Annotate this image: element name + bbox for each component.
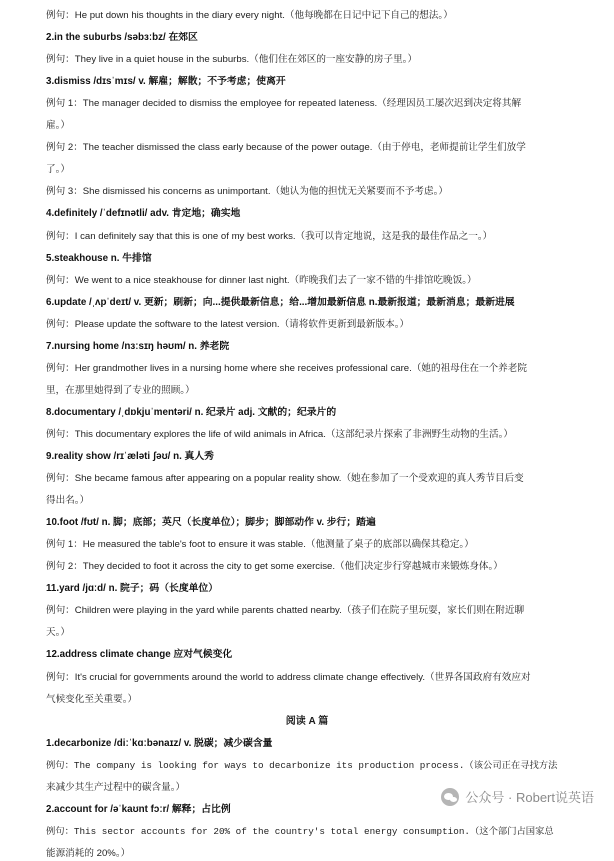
example-sentence: 例句：They live in a quiet house in the suburbs.（他们住在郊区的一座安静的房子里。） (46, 54, 418, 66)
section-title: 阅读 A 篇 (285, 715, 329, 727)
vocab-heading: 3.dismiss /dɪsˈmɪs/ v. 解雇；解散；不予考虑；使离开 (46, 76, 286, 88)
example-sentence: 例句：He put down his thoughts in the diary every night.（他每晚都在日记中记下自己的想法。） (46, 10, 453, 21)
example-sentence: 例句：This sector accounts for 20% of the country's total energy consumption.（这个部门占国家总 (46, 825, 554, 837)
vocab-heading: 5.steakhouse n. 牛排馆 (46, 252, 152, 264)
example-sentence: 例句：Please update the software to the latest version.（请将软件更新到最新版本。） (46, 318, 410, 330)
example-sentence: 例句：Her grandmother lives in a nursing home where she receives professional care.（她的祖母住在一个养老院 (46, 362, 527, 374)
example-sentence: 能源消耗的 20%。） (46, 847, 131, 859)
example-sentence: 里，在那里她得到了专业的照顾。） (46, 384, 195, 396)
watermark-text: 公众号 · Robert说英语 (465, 790, 594, 805)
example-sentence: 例句 3：She dismissed his concerns as unimportant.（她认为他的担忧无关紧要而不予考虑。） (46, 186, 448, 198)
example-sentence: 雇。） (46, 120, 70, 132)
vocab-heading: 9.reality show /rɪˈæləti ʃəʊ/ n. 真人秀 (46, 451, 214, 462)
example-sentence: 例句：I can definitely say that this is one of my best works.（我可以肯定地说，这是我的最佳作品之一。） (46, 230, 493, 242)
example-sentence: 例句：This documentary explores the life of wild animals in Africa.（这部纪录片探索了非洲野生动物的生活。） (46, 428, 514, 440)
example-sentence: 例句：We went to a nice steakhouse for dinner last night.（昨晚我们去了一家不错的牛排馆吃晚饭。） (46, 274, 477, 286)
example-sentence: 例句 1：The manager decided to dismiss the employee for repeated lateness.（经理因员工屡次迟到决定将其解 (46, 98, 522, 110)
example-sentence: 来减少其生产过程中的碳含量。） (46, 781, 186, 793)
vocab-heading: 8.documentary /ˌdɒkjuˈmentəri/ n. 纪录片 adj. 文献的；纪录片的 (46, 406, 337, 418)
vocab-heading: 7.nursing home /nɜːsɪŋ həʊm/ n. 养老院 (46, 340, 230, 352)
example-sentence: 例句 1：He measured the table's foot to ensure it was stable.（他测量了桌子的底部以确保其稳定。） (46, 539, 474, 551)
vocab-heading: 10.foot /fʊt/ n. 脚；底部；英尺（长度单位）；脚步；脚部动作 v. 步行；踏遍 (46, 517, 376, 529)
example-sentence: 例句：Children were playing in the yard while parents chatted nearby.（孩子们在院子里玩耍，家长们则在附近聊 (46, 605, 525, 617)
example-sentence: 气候变化至关重要。） (46, 693, 138, 705)
vocab-heading: 6.update /ˌʌpˈdeɪt/ v. 更新；刷新；向...提供最新信息；给...增加最新信息 n.最新报道；最新消息；最新进展 (46, 296, 515, 308)
example-sentence: 天。） (46, 627, 70, 639)
wechat-icon (441, 788, 459, 806)
example-sentence: 例句：The company is looking for ways to decarbonize its production process.（该公司正在寻找方法 (46, 759, 558, 771)
example-sentence: 例句 2：They decided to foot it across the city to get some exercise.（他们决定步行穿越城市来锻炼身体。） (46, 561, 503, 573)
vocab-heading: 4.definitely /ˈdefɪnətli/ adv. 肯定地；确实地 (46, 208, 241, 220)
example-sentence: 了。） (46, 164, 70, 176)
watermark (441, 787, 594, 806)
vocab-heading: 12.address climate change 应对气候变化 (46, 649, 233, 661)
vocab-heading: 2.account for /əˈkaʊnt fɔːr/ 解释；占比例 (46, 803, 231, 815)
example-sentence: 例句：She became famous after appearing on a popular reality show.（她在参加了一个受欢迎的真人秀节目后变 (46, 473, 524, 485)
vocab-heading: 1.decarbonize /diːˈkɑːbənaɪz/ v. 脱碳；减少碳含量 (46, 737, 273, 749)
example-sentence: 例句：It's crucial for governments around the world to address climate change effectively.（世界各国政府有效应对 (46, 671, 531, 683)
example-sentence: 得出名。） (46, 495, 90, 507)
example-sentence: 例句 2：The teacher dismissed the class early because of the power outage.（由于停电，老师提前让学生们放学 (46, 142, 526, 154)
vocab-heading: 11.yard /jɑːd/ n. 院子；码（长度单位） (46, 583, 219, 595)
vocab-heading: 2.in the suburbs /səbɜːbz/ 在郊区 (46, 32, 198, 44)
